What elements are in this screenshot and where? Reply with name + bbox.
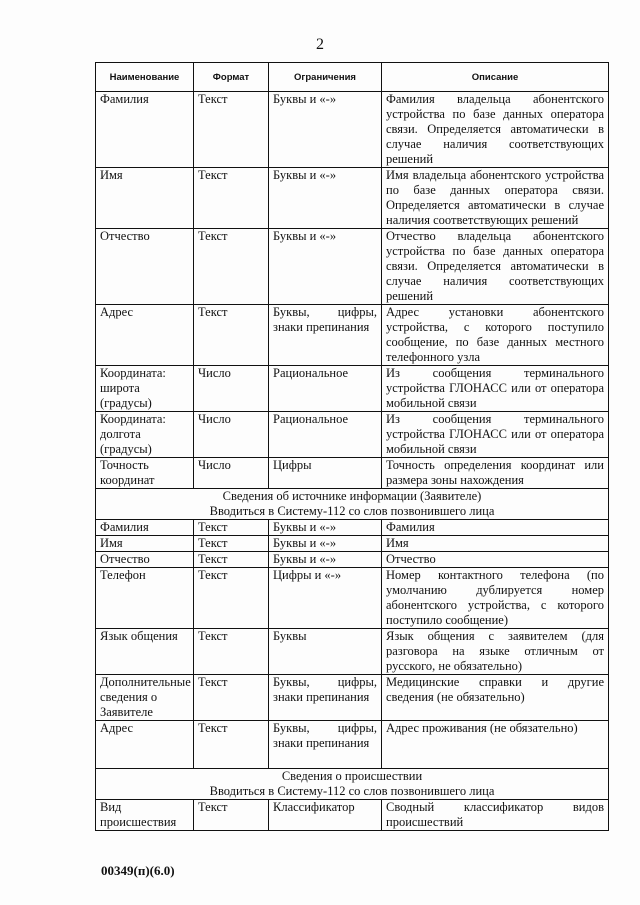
- cell-format: Текст: [194, 92, 269, 168]
- cell-description: Точность определения координат или размера зоны нахождения: [382, 458, 609, 489]
- cell-format: Текст: [194, 168, 269, 229]
- cell-description: Имя владельца абонентского устройства по базе данных оператора связи. Определяется автоматически в случае наличия соответствующих решений: [382, 168, 609, 229]
- section-subtitle: Вводиться в Систему-112 со слов позвонившего лица: [209, 504, 495, 518]
- cell-format: Текст: [194, 520, 269, 536]
- header-format: Формат: [194, 63, 269, 92]
- cell-name: Точность координат: [96, 458, 194, 489]
- table-row: [96, 568, 609, 629]
- cell-format: Текст: [194, 721, 269, 769]
- cell-format: Текст: [194, 629, 269, 675]
- cell-name: Фамилия: [96, 92, 194, 168]
- table-row: [96, 168, 609, 229]
- cell-name: Дополнительные сведения о Заявителе: [96, 675, 194, 721]
- cell-name: Язык общения: [96, 629, 194, 675]
- cell-description: Фамилия: [382, 520, 609, 536]
- page-number: 2: [316, 36, 324, 53]
- header-description: Описание: [382, 63, 609, 92]
- cell-limit: Буквы и «-»: [269, 536, 382, 552]
- cell-name: Координата: широта (градусы): [96, 366, 194, 412]
- table-row: [96, 520, 609, 536]
- cell-name: Фамилия: [96, 520, 194, 536]
- cell-limit: Буквы, цифры, знаки препинания: [269, 305, 382, 366]
- cell-limit: Буквы и «-»: [269, 520, 382, 536]
- cell-limit: Буквы, цифры, знаки препинания: [269, 675, 382, 721]
- section-subtitle: Вводиться в Систему-112 со слов позвонившего лица: [209, 784, 495, 798]
- cell-name: Адрес: [96, 305, 194, 366]
- cell-format: Число: [194, 458, 269, 489]
- cell-description: Из сообщения терминального устройства ГЛОНАСС или от оператора мобильной связи: [382, 412, 609, 458]
- section-header: [96, 489, 609, 520]
- cell-description: Язык общения с заявителем (для разговора на языке отличным от русского, не обязательно): [382, 629, 609, 675]
- table-row: [96, 305, 609, 366]
- table-row: [96, 92, 609, 168]
- table-row: [96, 366, 609, 412]
- cell-limit: Буквы и «-»: [269, 92, 382, 168]
- cell-limit: Буквы и «-»: [269, 168, 382, 229]
- section-title: Сведения об источнике информации (Заявителе): [222, 489, 482, 503]
- cell-format: Текст: [194, 305, 269, 366]
- cell-format: Число: [194, 412, 269, 458]
- table-row: [96, 800, 609, 831]
- cell-format: Текст: [194, 536, 269, 552]
- cell-format: Текст: [194, 229, 269, 305]
- cell-limit: Рациональное: [269, 412, 382, 458]
- cell-limit: Рациональное: [269, 366, 382, 412]
- cell-name: Отчество: [96, 552, 194, 568]
- cell-name: Имя: [96, 536, 194, 552]
- cell-limit: Цифры и «-»: [269, 568, 382, 629]
- cell-description: Отчество владельца абонентского устройства по базе данных оператора связи. Определяется автоматически в случае наличия соответствующих решений: [382, 229, 609, 305]
- section-header: [96, 769, 609, 800]
- table-row: [96, 721, 609, 769]
- table-row: [96, 552, 609, 568]
- header-name: Наименование: [96, 63, 194, 92]
- cell-description: Адрес проживания (не обязательно): [382, 721, 609, 769]
- cell-description: Фамилия владельца абонентского устройства по базе данных оператора связи. Определяется автоматически в случае наличия соответствующих решений: [382, 92, 609, 168]
- cell-limit: Буквы, цифры, знаки препинания: [269, 721, 382, 769]
- cell-name: Вид происшествия: [96, 800, 194, 831]
- cell-description: Медицинские справки и другие сведения (не обязательно): [382, 675, 609, 721]
- cell-description: Отчество: [382, 552, 609, 568]
- header-limits: Ограничения: [269, 63, 382, 92]
- table-row: [96, 412, 609, 458]
- cell-description: Сводный классификатор видов происшествий: [382, 800, 609, 831]
- cell-limit: Буквы и «-»: [269, 229, 382, 305]
- table-row: [96, 458, 609, 489]
- cell-format: Число: [194, 366, 269, 412]
- cell-format: Текст: [194, 675, 269, 721]
- cell-description: Адрес установки абонентского устройства, с которого поступило сообщение, по базе данных местного телефонного узла: [382, 305, 609, 366]
- cell-format: Текст: [194, 552, 269, 568]
- cell-name: Координата: долгота (градусы): [96, 412, 194, 458]
- section-title: Сведения о происшествии: [281, 769, 423, 783]
- cell-name: Отчество: [96, 229, 194, 305]
- document-code: 00349(п)(6.0): [101, 863, 175, 878]
- cell-description: Номер контактного телефона (по умолчанию дублируется номер абонентского устройства, с которого поступило сообщение): [382, 568, 609, 629]
- cell-limit: Классификатор: [269, 800, 382, 831]
- cell-description: Из сообщения терминального устройства ГЛОНАСС или от оператора мобильной связи: [382, 366, 609, 412]
- table-row: [96, 536, 609, 552]
- cell-format: Текст: [194, 568, 269, 629]
- cell-limit: Цифры: [269, 458, 382, 489]
- header-row: [96, 63, 609, 92]
- cell-limit: Буквы: [269, 629, 382, 675]
- spec-table: [95, 62, 609, 831]
- cell-name: Адрес: [96, 721, 194, 769]
- cell-format: Текст: [194, 800, 269, 831]
- table-row: [96, 675, 609, 721]
- cell-limit: Буквы и «-»: [269, 552, 382, 568]
- table-row: [96, 629, 609, 675]
- cell-name: Имя: [96, 168, 194, 229]
- cell-description: Имя: [382, 536, 609, 552]
- table-row: [96, 229, 609, 305]
- cell-name: Телефон: [96, 568, 194, 629]
